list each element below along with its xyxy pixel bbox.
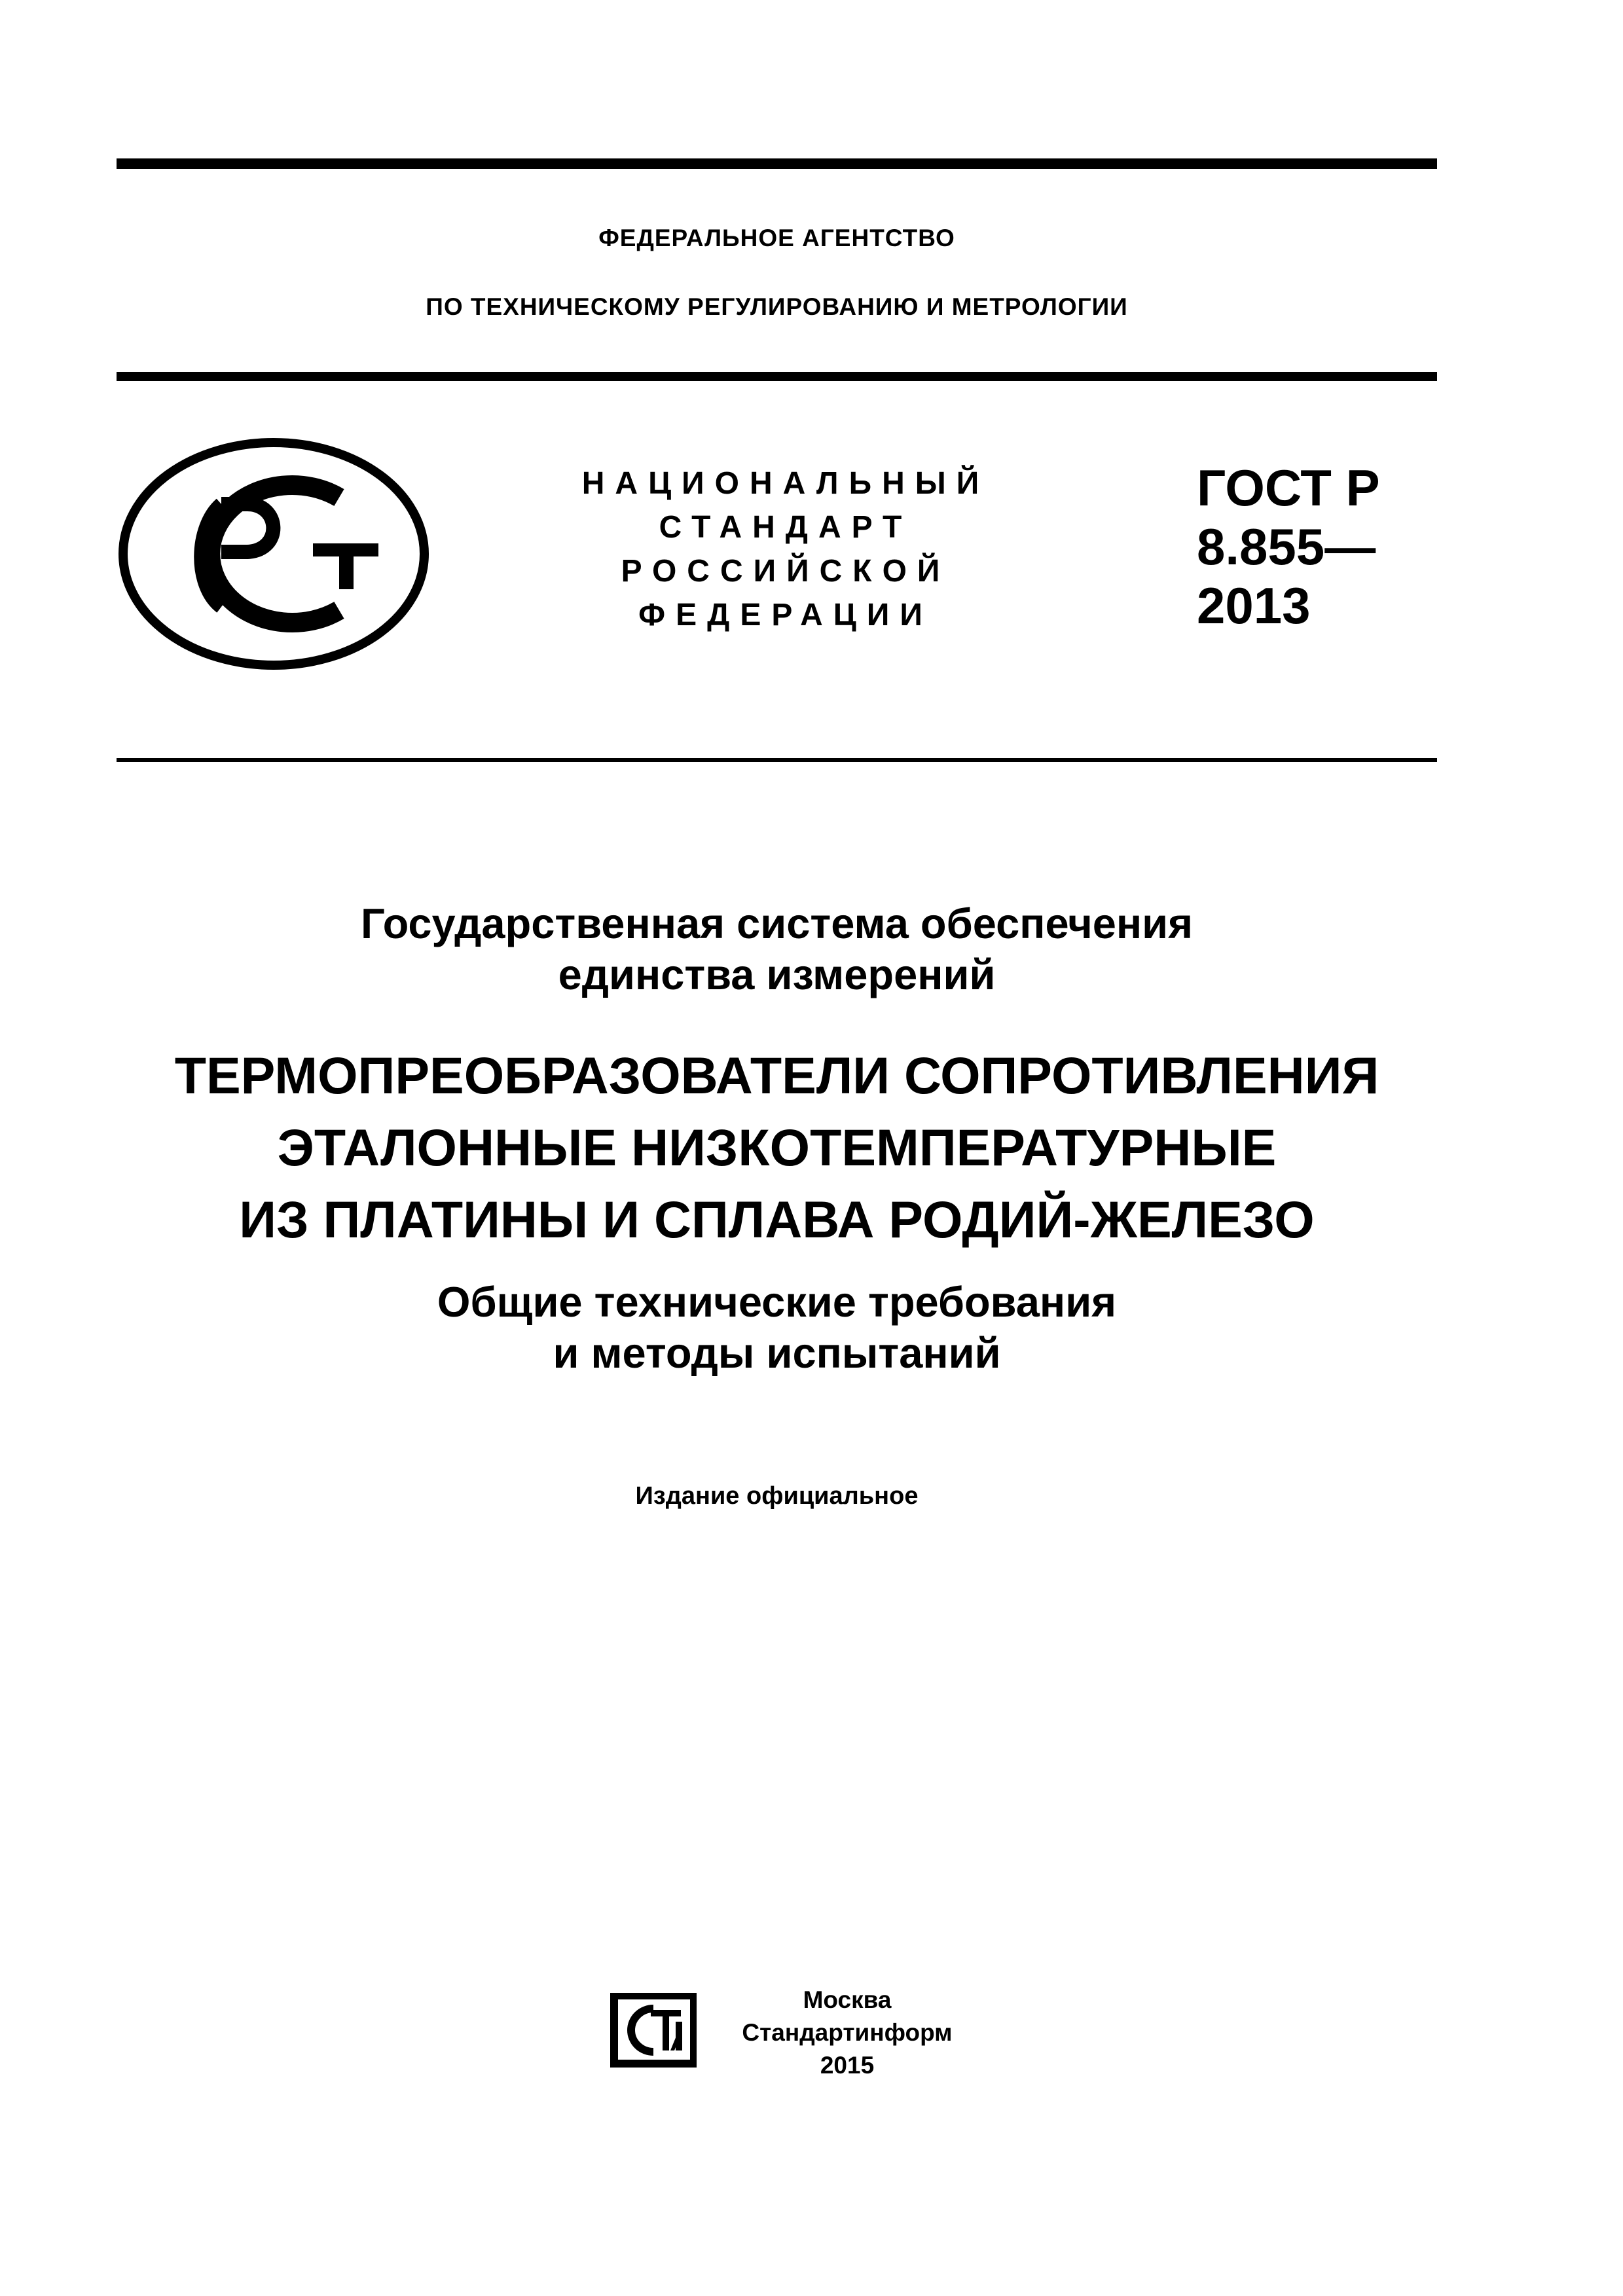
standard-type-line-4: ФЕДЕРАЦИИ bbox=[638, 598, 933, 632]
standard-type-block bbox=[550, 462, 1021, 637]
title-line-3: ИЗ ПЛАТИНЫ И СПЛАВА РОДИЙ-ЖЕЛЕЗО bbox=[239, 1190, 1315, 1248]
gost-r-certification-logo-icon bbox=[117, 435, 431, 672]
standard-type-line-2: СТАНДАРТ bbox=[659, 510, 913, 545]
lower-rule bbox=[117, 758, 1437, 762]
document-title bbox=[117, 1040, 1437, 1256]
agency-line-1: ФЕДЕРАЛЬНОЕ АГЕНТСТВО bbox=[598, 225, 955, 251]
agency-line-2: ПО ТЕХНИЧЕСКОМУ РЕГУЛИРОВАНИЮ И МЕТРОЛОГИИ bbox=[426, 293, 1128, 320]
publisher-city: Москва bbox=[803, 1986, 892, 2013]
subtitle-line-2: и методы испытаний bbox=[553, 1329, 1001, 1377]
designation-line-2: 8.855— bbox=[1197, 518, 1376, 575]
series-title bbox=[117, 898, 1437, 1000]
title-line-1: ТЕРМОПРЕОБРАЗОВАТЕЛИ СОПРОТИВЛЕНИЯ bbox=[174, 1046, 1379, 1104]
edition-note: Издание официальное bbox=[635, 1482, 919, 1510]
designation-line-1: ГОСТ Р bbox=[1197, 459, 1380, 517]
top-rule bbox=[117, 158, 1437, 169]
standard-designation bbox=[1197, 458, 1432, 635]
middle-rule bbox=[117, 372, 1437, 381]
subtitle-line-1: Общие технические требования bbox=[437, 1278, 1117, 1326]
designation-line-3: 2013 bbox=[1197, 577, 1311, 634]
series-line-2: единства измерений bbox=[558, 951, 996, 998]
publisher-imprint bbox=[723, 1984, 972, 2082]
series-line-1: Государственная система обеспечения bbox=[360, 900, 1194, 947]
standard-type-line-1: НАЦИОНАЛЬНЫЙ bbox=[581, 466, 990, 501]
publisher-name: Стандартинформ bbox=[742, 2019, 953, 2046]
standard-type-line-3: РОССИЙСКОЙ bbox=[621, 554, 951, 589]
publisher-year: 2015 bbox=[820, 2052, 875, 2079]
standartinform-logo-icon bbox=[608, 1990, 699, 2070]
document-subtitle bbox=[117, 1277, 1437, 1379]
title-line-2: ЭТАЛОННЫЕ НИЗКОТЕМПЕРАТУРНЫЕ bbox=[277, 1118, 1277, 1176]
